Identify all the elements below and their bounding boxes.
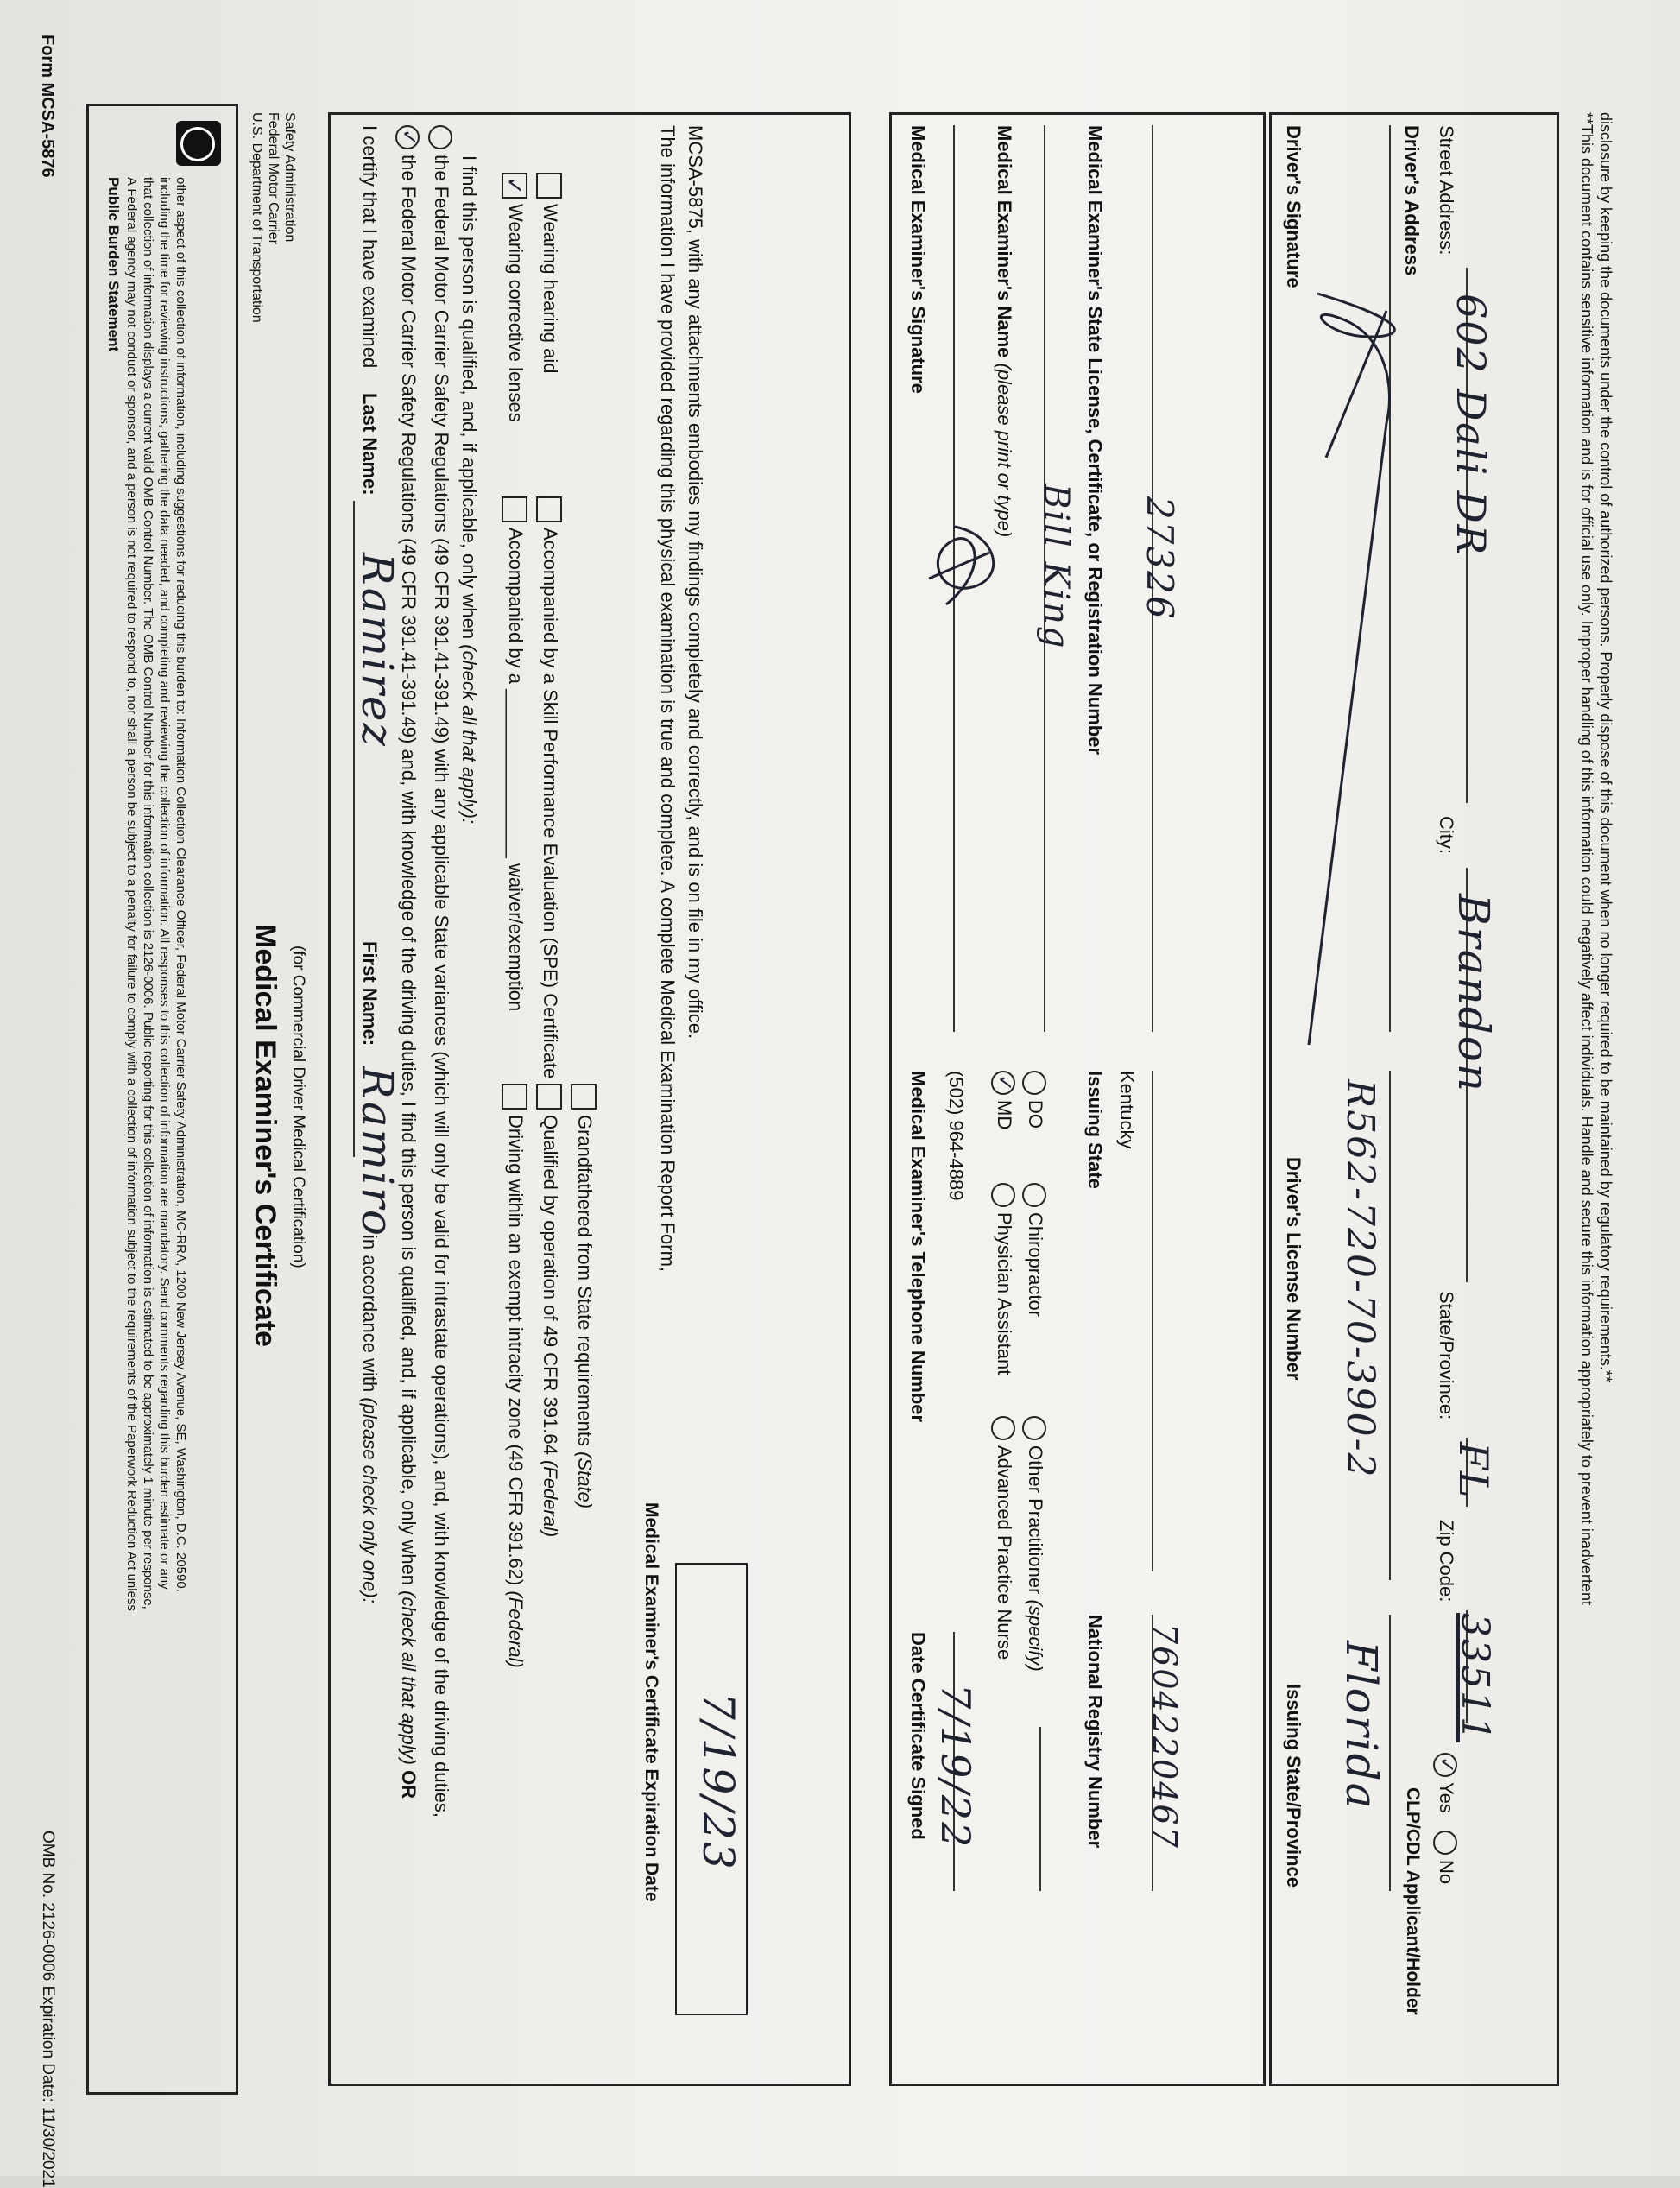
spe-checkbox[interactable] xyxy=(536,496,562,522)
driver-license-label: Driver's License Number xyxy=(1283,1157,1304,1381)
option-state-variances[interactable]: the Federal Motor Carrier Safety Regulations (49 CFR 391.41-391.49) with any applicable State variances (which will only be valid for intrastate operations), and, with knowledge of the driving duties, xyxy=(428,125,452,1818)
clp-cdl-label: CLP/CDL Applicant/Holder xyxy=(1403,1787,1423,2015)
expiration-label: Medical Examiner's Certificate Expiration Date xyxy=(641,1502,661,1902)
clp-no-radio[interactable] xyxy=(1433,1831,1457,1855)
examiner-signature-label: Medical Examiner's Signature xyxy=(907,125,929,394)
form-id: Form MCSA-5876 xyxy=(38,35,57,178)
zip-label: Zip Code: xyxy=(1436,1520,1457,1603)
agency-line-3: Safety Administration xyxy=(282,112,297,243)
burden-line-1: A Federal agency may not conduct or sponsor, and a person is not required to respond to, nor shall a person be subject to a penalty for failure to comply with a collection of information subject to the requirements of the Paperwork Reduction Act unless xyxy=(124,177,139,1611)
pa-radio[interactable] xyxy=(991,1183,1015,1207)
issuing-state-line xyxy=(1152,1071,1153,1571)
lenses-checkbox[interactable]: ✓ xyxy=(502,173,527,199)
option-state-continued: I find this person is qualified, and, if applicable, only when (check all that apply): xyxy=(458,155,480,825)
agency-line-1: U.S. Department of Transportation xyxy=(249,112,264,323)
registry-value[interactable]: 7604220467 xyxy=(1146,1623,1184,1850)
option-federal[interactable]: ✓the Federal Motor Carrier Safety Regulations (49 CFR 391.41-391.49) and, with knowledge of the driving duties, I find this person is qualified, and, if applicable, only when (check all that apply) OR xyxy=(395,125,420,1799)
do-radio[interactable] xyxy=(1022,1071,1046,1095)
driver-issuing-label: Issuing State/Province xyxy=(1283,1684,1304,1888)
footer-line-2: disclosure by keeping the documents under the control of authorized persons. Properly dispose of this document when no longer required to be maintained by regulatory requirements.** xyxy=(1597,112,1614,1382)
statement-line-2: MCSA-5875, with any attachments embodies my findings completely and correctly, and is on file in my office. xyxy=(685,125,706,1040)
credential-do[interactable]: DO xyxy=(1022,1071,1046,1129)
date-signed-value[interactable]: 7/19/22 xyxy=(932,1684,979,1850)
other-specify-line xyxy=(1039,1727,1041,1891)
credential-md[interactable]: ✓MD xyxy=(991,1071,1015,1129)
option-state-radio[interactable] xyxy=(428,125,452,149)
condition-corrective-lenses[interactable]: ✓Wearing corrective lenses xyxy=(502,173,527,422)
first-name-value[interactable]: Ramiro xyxy=(352,1066,402,1238)
condition-intracity[interactable]: Driving within an exempt intracity zone (49 CFR 391.62) (Federal) xyxy=(502,1084,527,1668)
condition-waiver[interactable]: Accompanied by a ________________ waiver/exemption xyxy=(502,496,527,1011)
driver-license-line xyxy=(1389,1071,1391,1580)
driver-signature-label: Driver's Signature xyxy=(1283,125,1304,288)
clp-yes-radio[interactable]: ✓ xyxy=(1433,1753,1457,1777)
driver-license-value[interactable]: R562-720-70-390-2 xyxy=(1338,1079,1382,1479)
first-name-label: First Name: xyxy=(359,941,381,1047)
examiner-phone-value[interactable]: (502) 964-4889 xyxy=(945,1071,967,1201)
state-province-value[interactable]: FL xyxy=(1450,1442,1497,1500)
condition-hearing-aid[interactable]: Wearing hearing aid xyxy=(536,173,562,374)
state-province-label: State/Province: xyxy=(1436,1291,1457,1420)
omb-number: OMB No. 2126-0006 Expiration Date: 11/30/2021 xyxy=(39,1831,57,2188)
certificate-title: Medical Examiner's Certificate xyxy=(249,924,281,1347)
driver-signature-mark xyxy=(1292,285,1421,1062)
driver-address-label: Driver's Address xyxy=(1401,125,1423,276)
burden-line-2: that collection of information displays a current valid OMB Control Number. The OMB Control Number for this information collection is 2126-0006. Public reporting for this collection of information is estimated to be approximately 1 minute per response, xyxy=(141,177,155,1609)
condition-grandfathered[interactable]: Grandfathered from State requirements (State) xyxy=(571,1084,597,1508)
waiver-checkbox[interactable] xyxy=(502,496,527,522)
date-signed-label: Date Certificate Signed xyxy=(907,1632,929,1840)
hearing-checkbox[interactable] xyxy=(536,173,562,199)
last-name-value[interactable]: Ramirez xyxy=(352,553,402,748)
md-radio[interactable]: ✓ xyxy=(991,1071,1015,1095)
examiner-phone-label: Medical Examiner's Telephone Number xyxy=(907,1071,929,1423)
issuing-state-value[interactable]: Kentucky xyxy=(1116,1071,1138,1149)
footer-line-1: **This document contains sensitive information and is for official use only. Improper handling of this information could negatively affect individuals. Handle and secure this information appropriately to prevent inadvertent xyxy=(1578,112,1595,1605)
driver-issuing-line xyxy=(1389,1615,1391,1891)
registry-label: National Registry Number xyxy=(1084,1615,1106,1849)
intracity-checkbox[interactable] xyxy=(502,1084,527,1110)
city-value[interactable]: Brandon xyxy=(1449,894,1499,1093)
street-label: Street Address: xyxy=(1436,125,1457,256)
accordance-text: in accordance with (please check only one): xyxy=(359,1235,381,1603)
burden-title: Public Burden Statement xyxy=(105,177,122,352)
clp-no[interactable]: No xyxy=(1433,1831,1457,1884)
dot-logo-icon xyxy=(176,121,221,166)
zip-value[interactable]: 33511 xyxy=(1453,1613,1497,1742)
clp-yes[interactable]: ✓Yes xyxy=(1433,1753,1457,1813)
expiration-value[interactable]: 7/19/23 xyxy=(693,1692,743,1871)
credential-chiropractor[interactable]: Chiropractor xyxy=(1022,1183,1046,1317)
last-name-label: Last Name: xyxy=(359,393,381,496)
option-federal-radio[interactable]: ✓ xyxy=(395,125,420,149)
burden-line-3: including the time for reviewing instructions, gathering the data needed, and completing and reviewing the collection of information. All responses to this collection of information are mandatory. Send comments regarding this burden estimate or any xyxy=(157,177,172,1590)
certify-prefix: I certify that I have examined xyxy=(359,125,381,369)
credential-apn[interactable]: Advanced Practice Nurse xyxy=(991,1416,1015,1660)
agency-line-2: Federal Motor Carrier xyxy=(266,112,281,244)
credential-pa[interactable]: Physician Assistant xyxy=(991,1183,1015,1375)
other-radio[interactable] xyxy=(1022,1416,1046,1440)
street-value[interactable]: 602 Dali DR xyxy=(1448,294,1494,557)
examiner-license-label: Medical Examiner's State License, Certificate, or Registration Number xyxy=(1084,125,1106,756)
examiner-name-label: Medical Examiner's Name (please print or type) xyxy=(994,125,1015,538)
credential-other[interactable]: Other Practitioner (specify) xyxy=(1022,1416,1046,1672)
examiner-name-value[interactable]: Bill King xyxy=(1036,484,1076,650)
condition-operation[interactable]: Qualified by operation of 49 CFR 391.64 (Federal) xyxy=(536,1084,562,1537)
driver-issuing-value[interactable]: Florida xyxy=(1336,1641,1386,1811)
grandfathered-checkbox[interactable] xyxy=(571,1084,597,1110)
burden-line-4: other aspect of this collection of information, including suggestions for reducing this burden to: Information Collection Clearance Officer, Federal Motor Carrier Safety Administration, MC-RRA, 1200 New Jersey Avenue, SE, Washington, D.C. 20590. xyxy=(174,177,188,1592)
condition-spe[interactable]: Accompanied by a Skill Performance Evaluation (SPE) Certificate xyxy=(536,496,562,1078)
operation-checkbox[interactable] xyxy=(536,1084,562,1110)
apn-radio[interactable] xyxy=(991,1416,1015,1440)
city-label: City: xyxy=(1436,816,1457,854)
chiropractor-radio[interactable] xyxy=(1022,1183,1046,1207)
certificate-subtitle: (for Commercial Driver Medical Certification) xyxy=(289,945,307,1268)
examiner-license-value[interactable]: 27326 xyxy=(1139,496,1181,621)
issuing-state-label: Issuing State xyxy=(1084,1071,1106,1189)
statement-line-1: The information I have provided regarding this physical examination is true and complete. A complete Medical Examination Report Form, xyxy=(657,125,679,1273)
